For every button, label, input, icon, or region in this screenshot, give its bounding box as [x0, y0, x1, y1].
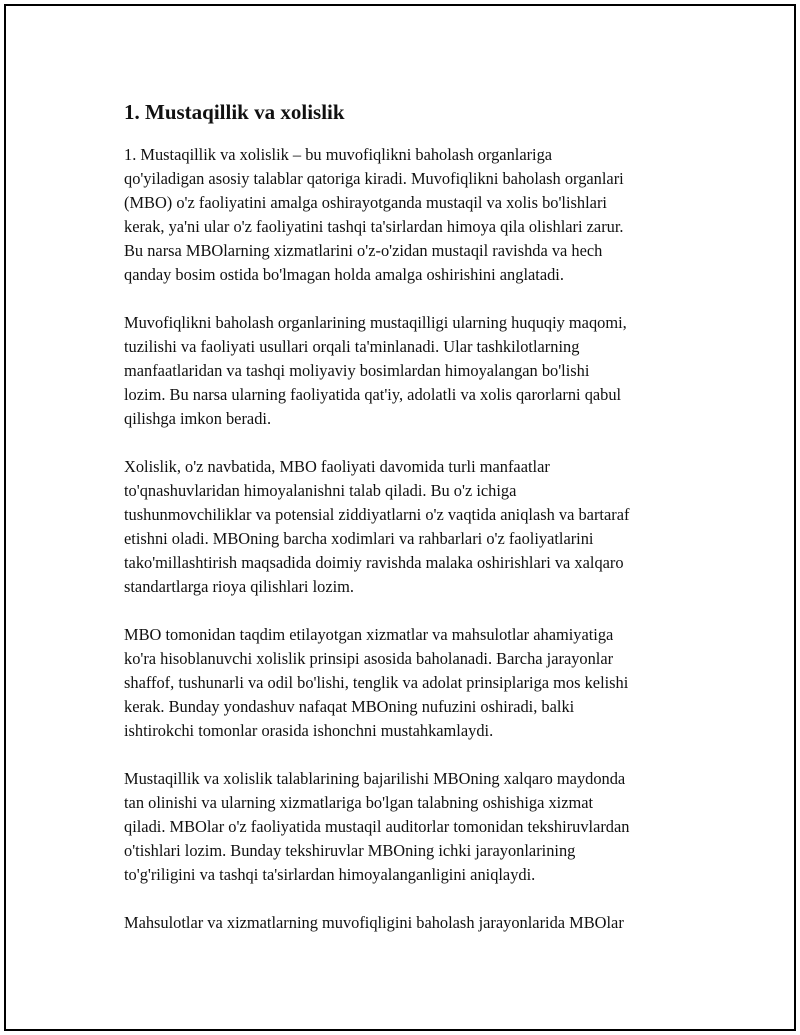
- page-frame: [4, 4, 796, 1031]
- paragraph-line: Mustaqillik va xolislik talablarining bajarilishi MBOning xalqaro maydonda: [124, 769, 626, 788]
- paragraph-1: [124, 143, 704, 287]
- paragraph-line: (MBO) o'z faoliyatini amalga oshirayotganda mustaqil va xolis bo'lishlari: [124, 193, 607, 212]
- paragraph-line: lozim. Bu narsa ularning faoliyatida qat'iy, adolatli va xolis qarorlarni qabul: [124, 385, 622, 404]
- paragraph-line: manfaatlaridan va tashqi moliyaviy bosimlardan himoyalangan bo'lishi: [124, 361, 590, 380]
- document-body: [124, 98, 704, 959]
- paragraph-line: ishtirokchi tomonlar orasida ishonchni mustahkamlaydi.: [124, 721, 494, 740]
- paragraph-line: shaffof, tushunarli va odil bo'lishi, tenglik va adolat prinsiplariga mos kelishi: [124, 673, 629, 692]
- paragraph-line: to'g'riligini va tashqi ta'sirlardan himoyalanganligini aniqlaydi.: [124, 865, 536, 884]
- paragraph-line: Bu narsa MBOlarning xizmatlarini o'z-o'zidan mustaqil ravishda va hech: [124, 241, 603, 260]
- paragraph-3: [124, 455, 704, 599]
- paragraph-2: [124, 311, 704, 431]
- paragraph-line: tan olinishi va ularning xizmatlariga bo'lgan talabning oshishiga xizmat: [124, 793, 594, 812]
- paragraph-line: Mahsulotlar va xizmatlarning muvofiqligini baholash jarayonlarida MBOlar: [124, 913, 624, 932]
- paragraph-line: qanday bosim ostida bo'lmagan holda amalga oshirishini anglatadi.: [124, 265, 564, 284]
- paragraph-4: [124, 623, 704, 743]
- paragraph-line: etishni oladi. MBOning barcha xodimlari va rahbarlari o'z faoliyatlarini: [124, 529, 594, 548]
- paragraph-line: Muvofiqlikni baholash organlarining mustaqilligi ularning huquqiy maqomi,: [124, 313, 627, 332]
- paragraph-line: qo'yiladigan asosiy talablar qatoriga kiradi. Muvofiqlikni baholash organlari: [124, 169, 624, 188]
- paragraph-line: ko'ra hisoblanuvchi xolislik prinsipi asosida baholanadi. Barcha jarayonlar: [124, 649, 614, 668]
- paragraph-line: tuzilishi va faoliyati usullari orqali ta'minlanadi. Ular tashkilotlarning: [124, 337, 580, 356]
- paragraph-line: kerak, ya'ni ular o'z faoliyatini tashqi ta'sirlardan himoya qila olishlari zarur.: [124, 217, 624, 236]
- paragraph-line: standartlarga rioya qilishlari lozim.: [124, 577, 355, 596]
- paragraph-6: [124, 911, 704, 935]
- paragraph-line: kerak. Bunday yondashuv nafaqat MBOning nufuzini oshiradi, balki: [124, 697, 575, 716]
- paragraph-line: qilishga imkon beradi.: [124, 409, 272, 428]
- section-heading: 1. Mustaqillik va xolislik: [124, 100, 345, 124]
- paragraph-line: Xolislik, o'z navbatida, MBO faoliyati davomida turli manfaatlar: [124, 457, 550, 476]
- paragraph-line: o'tishlari lozim. Bunday tekshiruvlar MBOning ichki jarayonlarining: [124, 841, 576, 860]
- paragraph-line: 1. Mustaqillik va xolislik – bu muvofiqlikni baholash organlariga: [124, 145, 553, 164]
- paragraph-line: to'qnashuvlaridan himoyalanishni talab qiladi. Bu o'z ichiga: [124, 481, 517, 500]
- paragraph-line: MBO tomonidan taqdim etilayotgan xizmatlar va mahsulotlar ahamiyatiga: [124, 625, 614, 644]
- paragraph-line: qiladi. MBOlar o'z faoliyatida mustaqil auditorlar tomonidan tekshiruvlardan: [124, 817, 630, 836]
- paragraph-5: [124, 767, 704, 887]
- paragraph-line: tako'millashtirish maqsadida doimiy ravishda malaka oshirishlari va xalqaro: [124, 553, 624, 572]
- paragraph-line: tushunmovchiliklar va potensial ziddiyatlarni o'z vaqtida aniqlash va bartaraf: [124, 505, 630, 524]
